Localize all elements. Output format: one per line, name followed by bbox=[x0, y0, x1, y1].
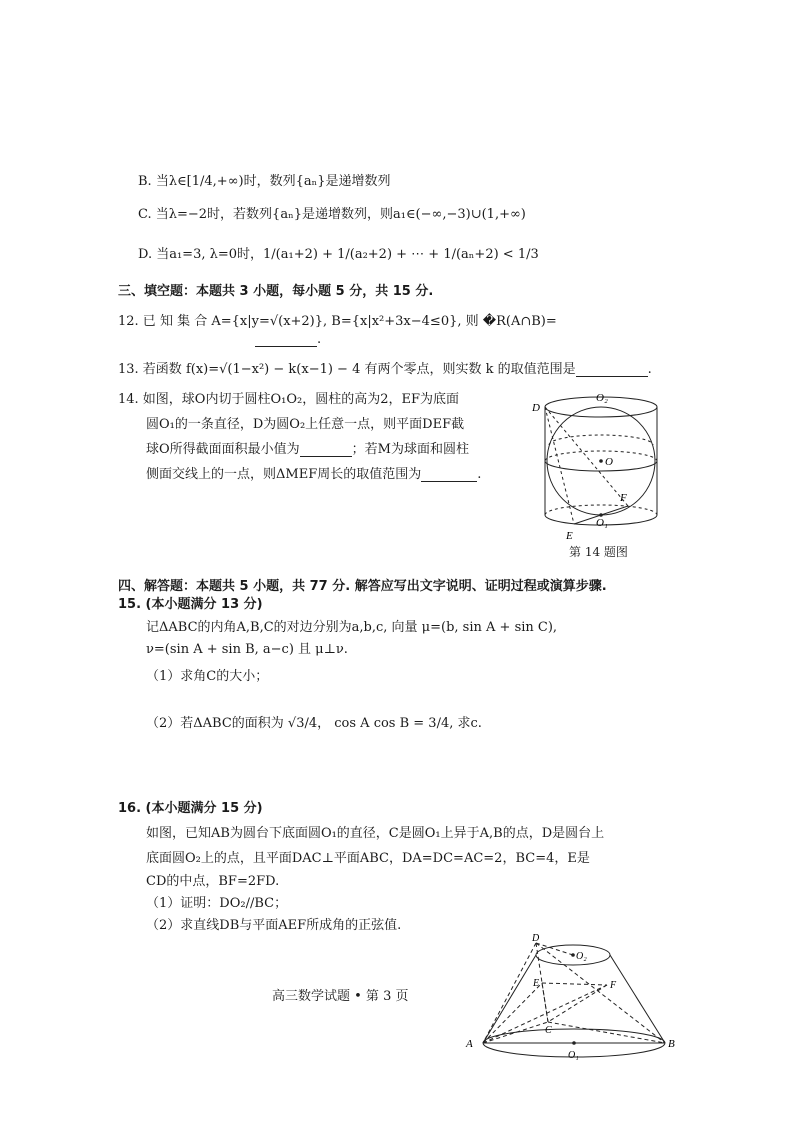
fig16-label-d: D bbox=[532, 933, 540, 944]
answer-blank bbox=[255, 332, 317, 347]
question-16-line-2: 底面圆O₂上的点，且平面DAC⊥平面ABC，DA=DC=AC=2，BC=4，E是 bbox=[146, 851, 590, 866]
question-16-line-3: CD的中点，BF=2FD. bbox=[146, 874, 280, 889]
section-4-heading: 四、解答题：本题共 5 小题，共 77 分. 解答应写出文字说明、证明过程或演算步骤. bbox=[118, 579, 607, 594]
question-12: 12. 已 知 集 合 A={x|y=√(x+2)}, B={x|x²+3x−4≤0}, 则 �R(A∩B)= bbox=[118, 314, 557, 329]
figure-14-caption: 第 14 题图 bbox=[569, 545, 628, 559]
question-14-line-2: 圆O₁的一条直径，D为圆O₂上任意一点，则平面DEF截 bbox=[146, 417, 465, 432]
figure-16-frustum bbox=[462, 930, 687, 1065]
question-14-line-3: 球O所得截面面积最小值为 ；若M为球面和圆柱 bbox=[146, 442, 469, 457]
question-13: 13. 若函数 f(x)=√(1−x²) − k(x−1) − 4 有两个零点，则实数 k 的取值范围是 . bbox=[118, 362, 652, 377]
fig16-label-a: A bbox=[466, 1038, 473, 1050]
fig16-label-o2: O₂ bbox=[576, 951, 587, 962]
option-c: C. 当λ=−2时，若数列{aₙ}是递增数列，则a₁∈(−∞,−3)∪(1,+∞) bbox=[138, 207, 526, 222]
fig14-label-d: D bbox=[532, 402, 540, 414]
fig14-label-f: F bbox=[620, 492, 627, 504]
question-16-part-2: （2）求直线DB与平面AEF所成角的正弦值. bbox=[146, 918, 402, 933]
fig14-label-o: O bbox=[605, 456, 613, 468]
answer-blank bbox=[576, 362, 648, 377]
fig16-label-o1: O₁ bbox=[568, 1050, 579, 1061]
question-16-part-1: （1）证明：DO₂//BC； bbox=[146, 896, 288, 911]
option-b: B. 当λ∈[1/4,+∞)时，数列{aₙ}是递增数列 bbox=[138, 174, 391, 189]
section-3-heading: 三、填空题：本题共 3 小题，每小题 5 分，共 15 分. bbox=[118, 284, 434, 299]
question-16-title: 16. (本小题满分 15 分) bbox=[118, 801, 263, 816]
answer-blank bbox=[300, 442, 352, 457]
option-d: D. 当a₁=3, λ=0时，1/(a₁+2) + 1/(a₂+2) + ⋯ + 1/(aₙ+2) < 1/3 bbox=[138, 247, 539, 262]
question-16-line-1: 如图，已知AB为圆台下底面圆O₁的直径，C是圆O₁上异于A,B的点，D是圆台上 bbox=[146, 826, 605, 841]
question-14-line-1: 14. 如图，球O内切于圆柱O₁O₂，圆柱的高为2，EF为底面 bbox=[118, 392, 459, 407]
question-14-line-4: 侧面交线上的一点，则ΔMEF周长的取值范围为 . bbox=[146, 467, 482, 482]
fig16-label-b: B bbox=[668, 1038, 675, 1050]
page-footer: 高三数学试题 • 第 3 页 bbox=[272, 989, 409, 1004]
question-15-line-1: 记ΔABC的内角A,B,C的对边分别为a,b,c, 向量 μ=(b, sin A + sin C), bbox=[146, 620, 558, 635]
fig16-label-f: F bbox=[610, 980, 617, 991]
figure-14-cylinder-sphere bbox=[530, 385, 670, 560]
fig14-label-o2: O₂ bbox=[596, 392, 608, 404]
question-15-line-2: ν=(sin A + sin B, a−c) 且 μ⊥ν. bbox=[146, 642, 348, 657]
fig16-label-c: C bbox=[545, 1025, 552, 1036]
fig14-label-o1: O₁ bbox=[596, 517, 608, 529]
question-15-part-1: （1）求角C的大小； bbox=[146, 669, 269, 684]
fig16-label-e: E bbox=[533, 978, 540, 989]
fig14-label-e: E bbox=[566, 530, 573, 542]
answer-blank bbox=[421, 467, 477, 482]
question-15-part-2: （2）若ΔABC的面积为 √3/4， cos A cos B = 3/4, 求c. bbox=[146, 716, 482, 731]
question-15-title: 15. (本小题满分 13 分) bbox=[118, 597, 263, 612]
question-12-answer-line: . bbox=[255, 332, 321, 347]
